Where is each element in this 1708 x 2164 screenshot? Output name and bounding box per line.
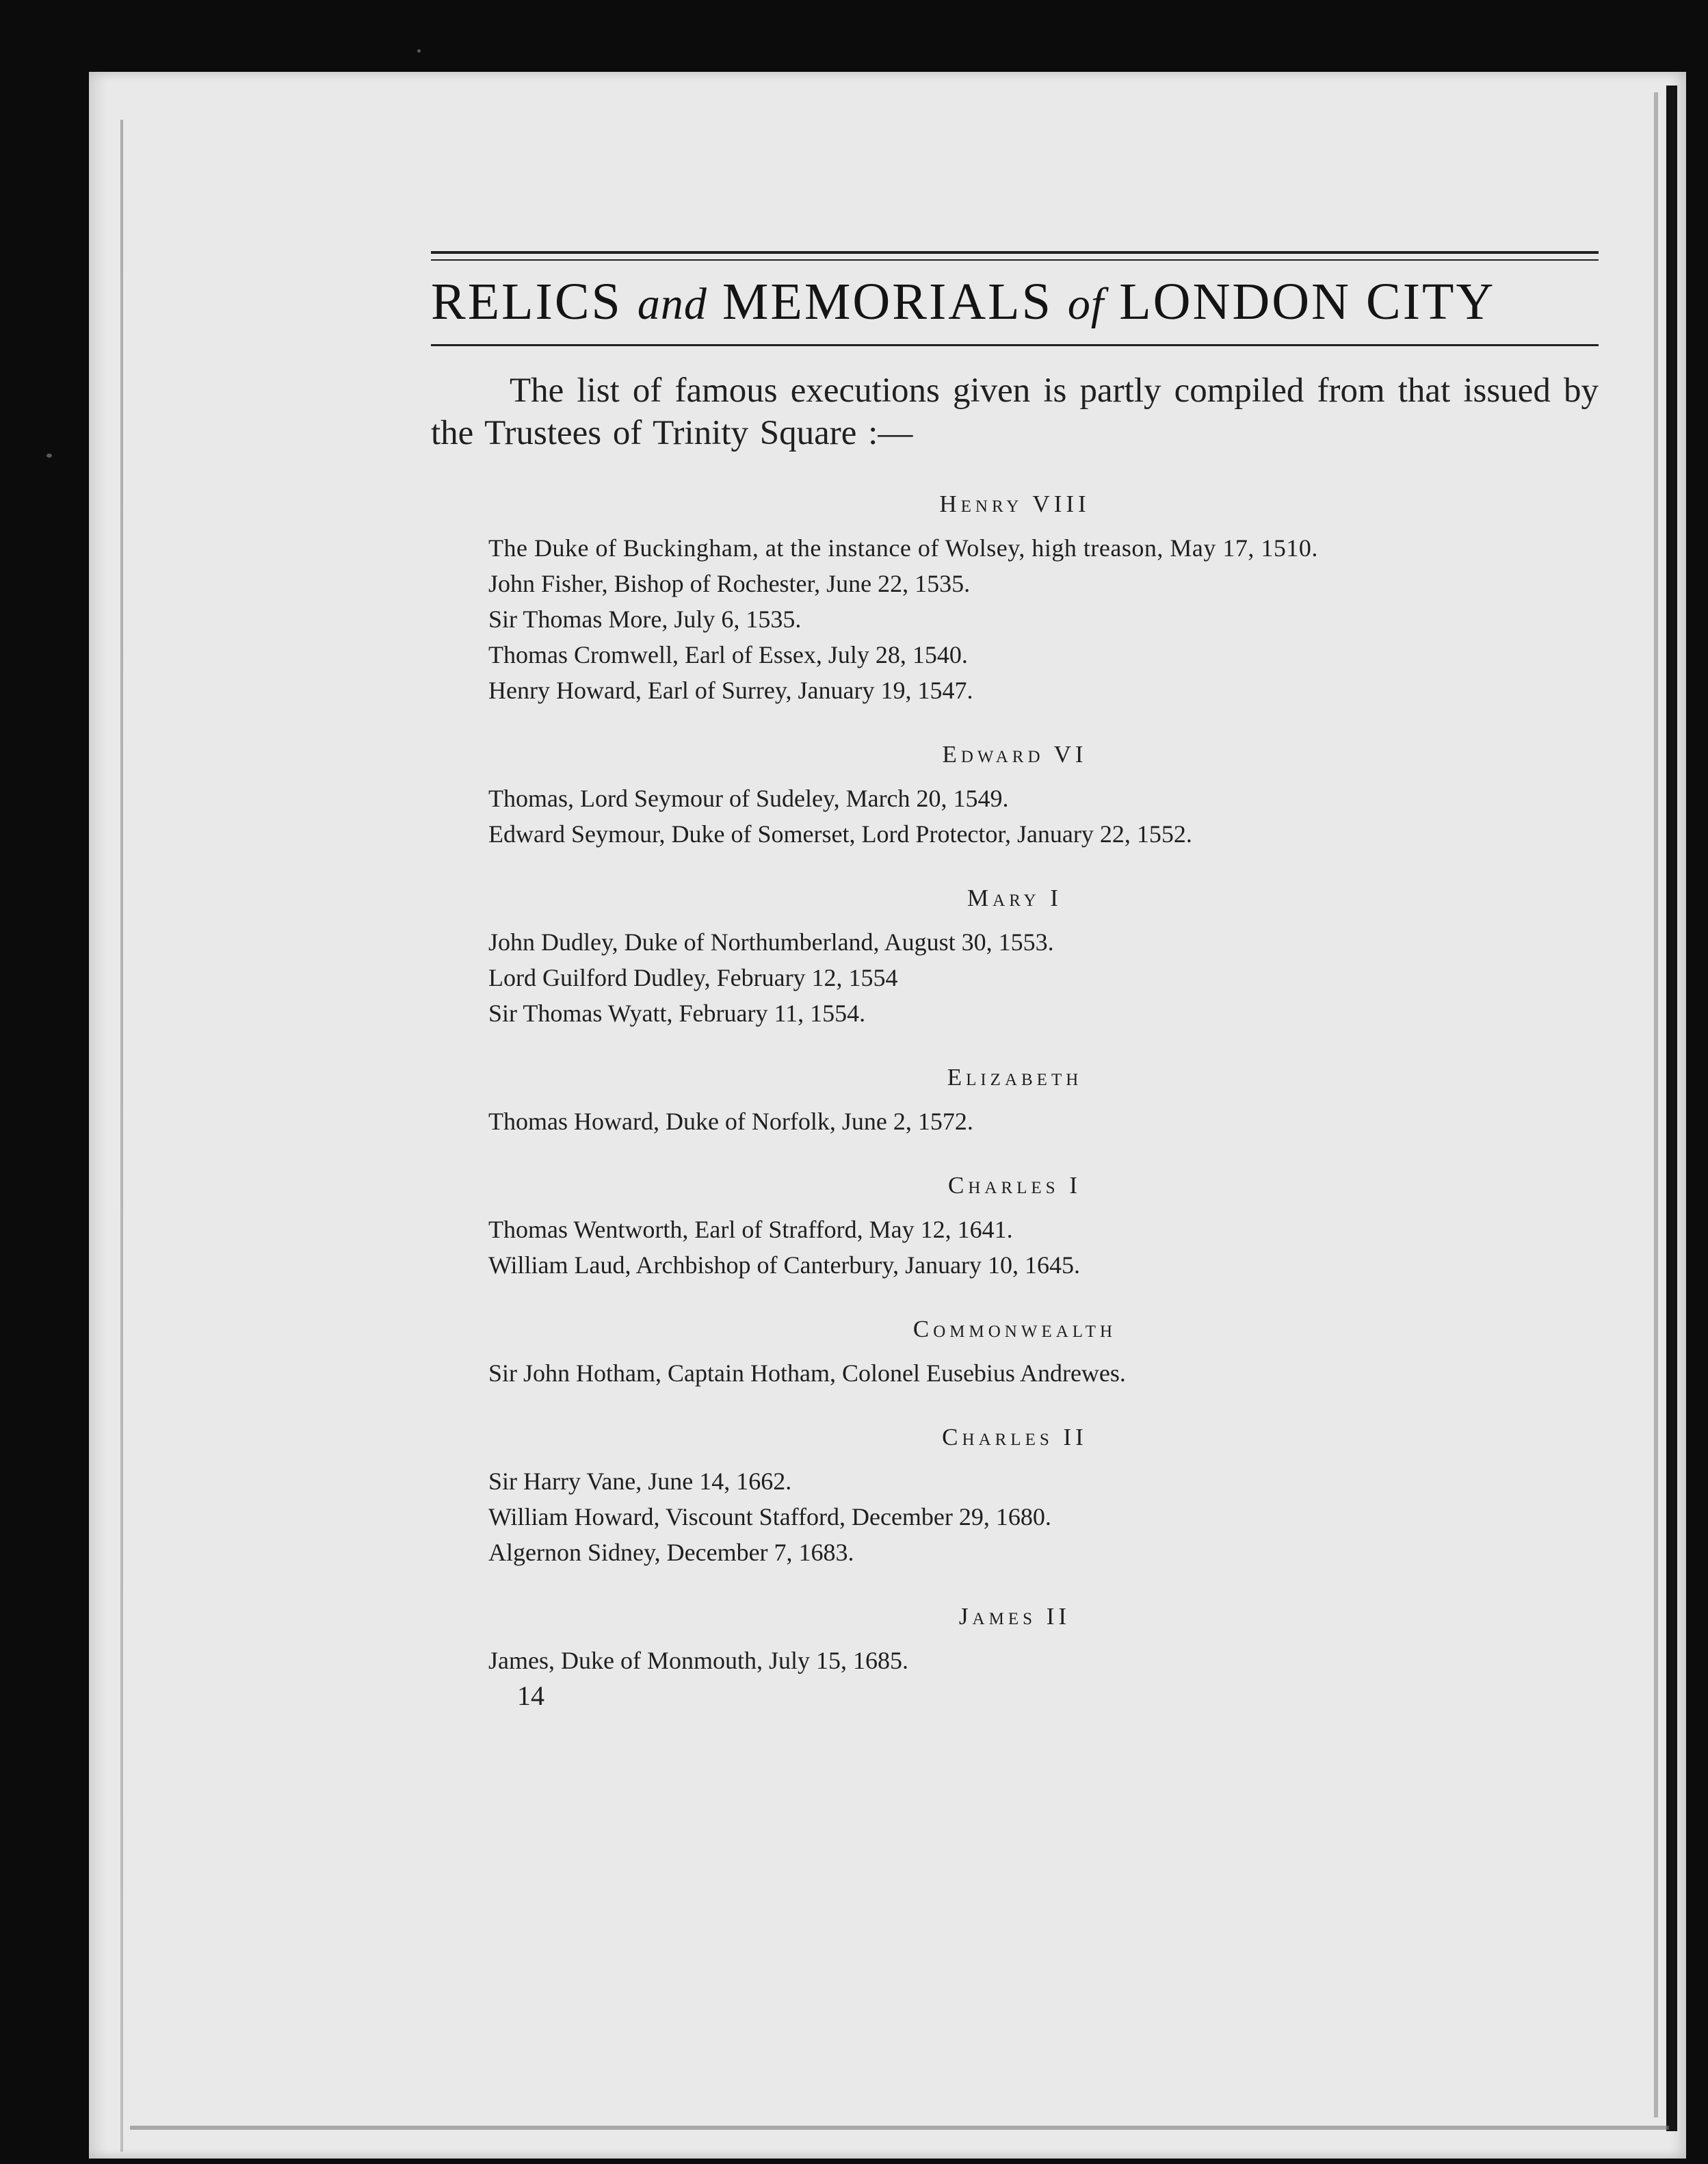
scan-speck	[417, 49, 421, 53]
list-item: John Dudley, Duke of Northumberland, August 30, 1553.	[488, 928, 1054, 956]
list-item: Algernon Sidney, December 7, 1683.	[488, 1539, 854, 1566]
list-item: Edward Seymour, Duke of Somerset, Lord Protector, January 22, 1552.	[488, 820, 1192, 848]
list-item: Sir Thomas Wyatt, February 11, 1554.	[488, 1000, 866, 1027]
executions-list	[431, 489, 1599, 1678]
list-item: Lord Guilford Dudley, February 12, 1554	[488, 964, 898, 991]
section-heading: James II	[958, 1603, 1071, 1630]
section-elizabeth	[431, 1063, 1599, 1139]
section-heading: Commonwealth	[912, 1316, 1117, 1342]
page-number: 14	[517, 1680, 544, 1711]
intro-paragraph: The list of famous executions given is partly compiled from that issued by the Trustees of Trinity Square :—	[431, 371, 1599, 452]
section-mary-i	[431, 883, 1599, 1031]
list-item: Thomas Cromwell, Earl of Essex, July 28, 1540.	[488, 641, 968, 668]
text-column	[431, 251, 1599, 1712]
list-item: William Laud, Archbishop of Canterbury, January 10, 1645.	[488, 1251, 1081, 1279]
list-item: The Duke of Buckingham, at the instance of Wolsey, high treason, May 17, 1510.	[488, 534, 1318, 562]
section-charles-ii	[431, 1422, 1599, 1570]
header-rule-second	[431, 259, 1599, 261]
page-bottom-edge	[130, 2126, 1669, 2130]
section-heading: Charles I	[948, 1172, 1081, 1199]
list-item: Henry Howard, Earl of Surrey, January 19, 1547.	[488, 677, 973, 704]
list-item: Sir Harry Vane, June 14, 1662.	[488, 1468, 792, 1495]
running-title	[431, 273, 1599, 330]
section-edward-vi	[431, 740, 1599, 852]
section-james-ii	[431, 1602, 1599, 1678]
section-charles-i	[431, 1171, 1599, 1283]
section-heading: Elizabeth	[947, 1064, 1083, 1091]
list-item: Thomas Wentworth, Earl of Strafford, May 12, 1641.	[488, 1216, 1013, 1243]
list-item: Sir Thomas More, July 6, 1535.	[488, 605, 802, 633]
page-left-edge	[120, 120, 123, 2152]
scan-speck	[47, 454, 52, 458]
section-heading: Charles II	[942, 1424, 1088, 1450]
header-rule-top	[431, 251, 1599, 254]
section-commonwealth	[431, 1314, 1599, 1391]
list-item: Thomas Howard, Duke of Norfolk, June 2, 1572.	[488, 1108, 973, 1135]
page-right-shadow	[1654, 92, 1658, 2117]
title-relics: RELICS	[431, 273, 622, 330]
list-item: Sir John Hotham, Captain Hotham, Colonel Eusebius Andrewes.	[488, 1359, 1126, 1387]
section-henry-viii	[431, 489, 1599, 708]
title-memorials: MEMORIALS	[722, 273, 1053, 330]
section-heading: Henry VIII	[939, 491, 1090, 517]
list-item: Thomas, Lord Seymour of Sudeley, March 20, 1549.	[488, 785, 1009, 812]
title-of: of	[1067, 279, 1105, 329]
book-page	[89, 72, 1686, 2159]
section-heading: Mary I	[967, 885, 1062, 911]
title-and: and	[637, 279, 707, 329]
section-heading: Edward VI	[942, 741, 1088, 768]
list-item: John Fisher, Bishop of Rochester, June 22, 1535.	[488, 570, 971, 597]
header-rule-under	[431, 344, 1599, 346]
title-london-city: LONDON CITY	[1119, 273, 1496, 330]
page-right-edge	[1666, 86, 1677, 2131]
list-item: William Howard, Viscount Stafford, December 29, 1680.	[488, 1503, 1051, 1530]
list-item: James, Duke of Monmouth, July 15, 1685.	[488, 1647, 908, 1674]
